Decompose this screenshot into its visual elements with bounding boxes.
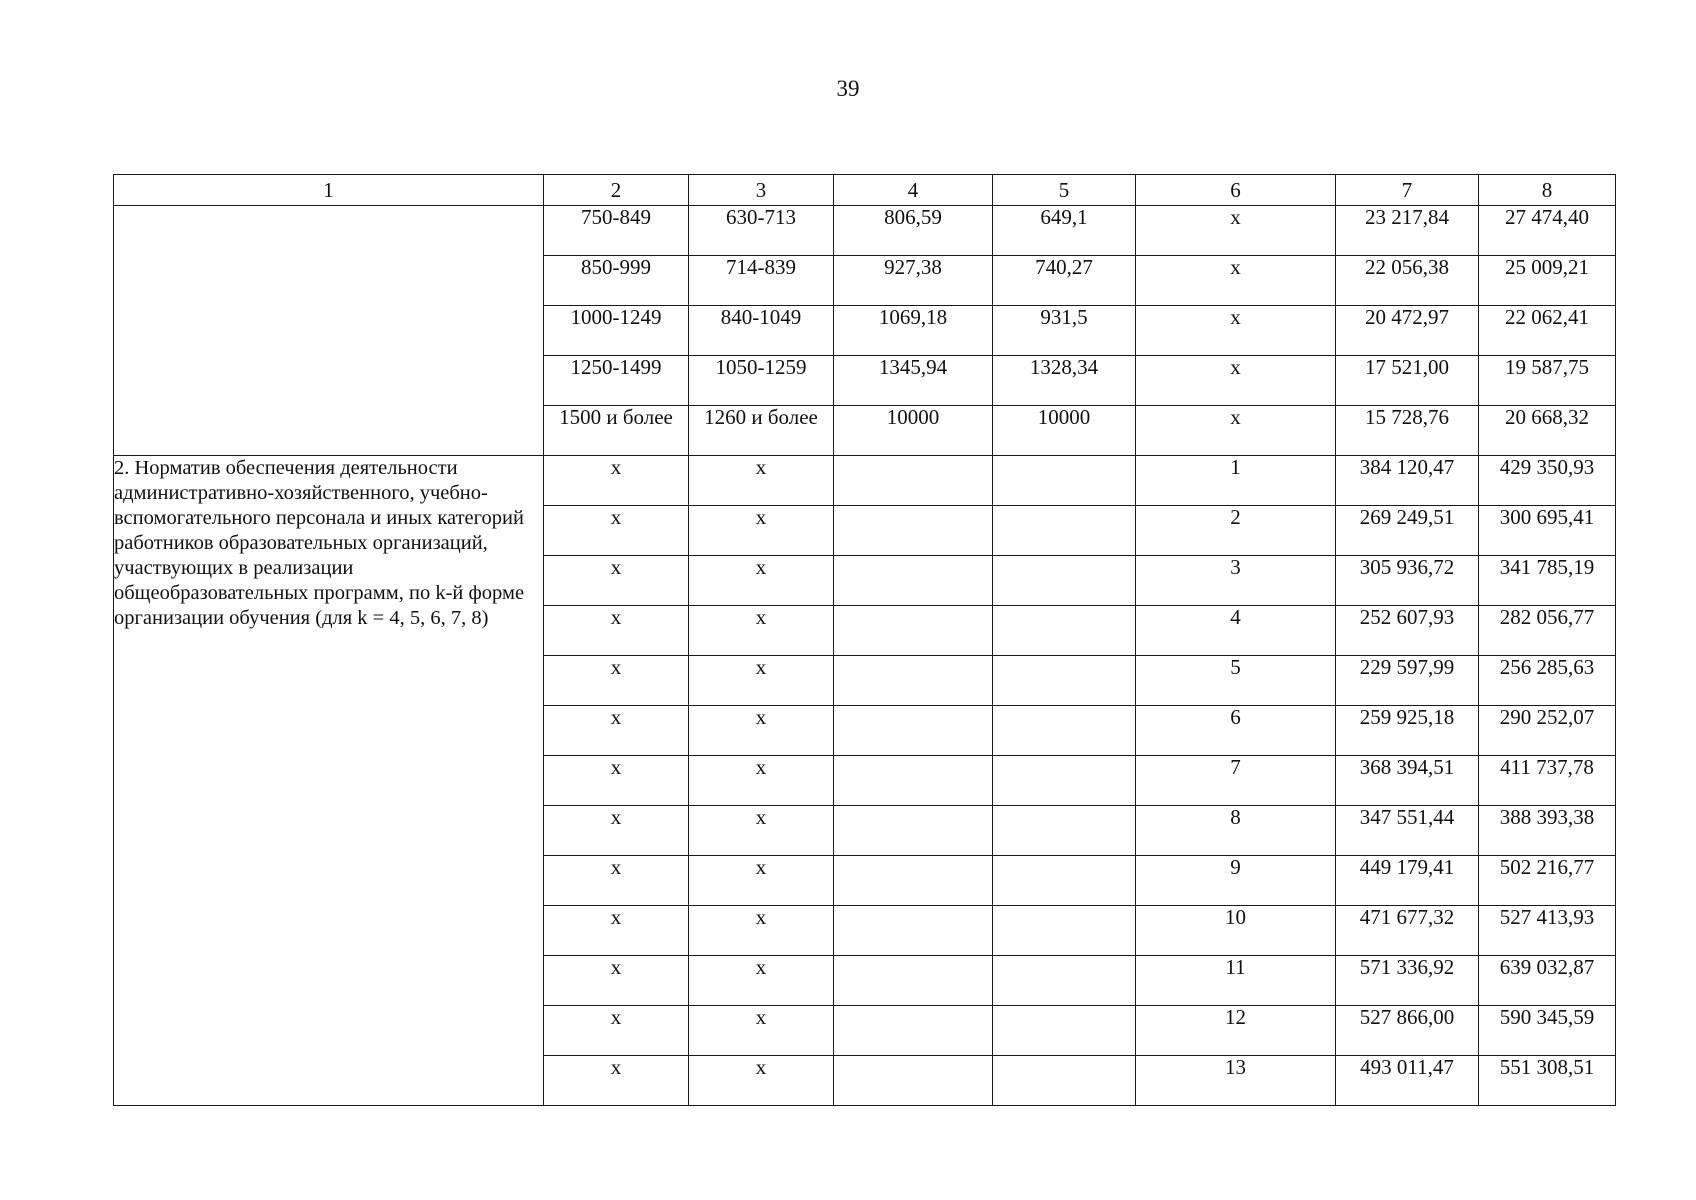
header-cell: 3	[689, 175, 834, 206]
table-row	[114, 206, 1616, 256]
cell-col-7: 305 936,72	[1336, 556, 1479, 606]
header-row	[114, 175, 1616, 206]
cell-col-2: x	[544, 506, 689, 556]
cell-col-6: 6	[1136, 706, 1336, 756]
cell-col-4	[834, 1006, 993, 1056]
header-cell: 8	[1479, 175, 1616, 206]
cell-col-2: x	[544, 606, 689, 656]
cell-col-5	[993, 606, 1136, 656]
cell-col-3: x	[689, 656, 834, 706]
cell-col-4	[834, 506, 993, 556]
cell-col-5	[993, 756, 1136, 806]
cell-col-8: 341 785,19	[1479, 556, 1616, 606]
cell-col-6: 1	[1136, 456, 1336, 506]
cell-col-4: 927,38	[834, 256, 993, 306]
page-number: 39	[836, 76, 860, 101]
cell-col-2: x	[544, 806, 689, 856]
cell-col-6: 5	[1136, 656, 1336, 706]
cell-col-8: 290 252,07	[1479, 706, 1616, 756]
cell-col-4	[834, 456, 993, 506]
header-cell: 2	[544, 175, 689, 206]
cell-col-8: 388 393,38	[1479, 806, 1616, 856]
cell-col-6: x	[1136, 406, 1336, 456]
cell-col-5	[993, 706, 1136, 756]
header-cell: 5	[993, 175, 1136, 206]
cell-col-7: 471 677,32	[1336, 906, 1479, 956]
cell-col-4	[834, 556, 993, 606]
cell-col-3: 714-839	[689, 256, 834, 306]
cell-col-8: 19 587,75	[1479, 356, 1616, 406]
cell-col-8: 20 668,32	[1479, 406, 1616, 456]
cell-col-7: 571 336,92	[1336, 956, 1479, 1006]
cell-col-5	[993, 956, 1136, 1006]
cell-col-7: 347 551,44	[1336, 806, 1479, 856]
cell-col-5: 931,5	[993, 306, 1136, 356]
cell-col-5	[993, 506, 1136, 556]
cell-col-6: 3	[1136, 556, 1336, 606]
cell-col-8: 256 285,63	[1479, 656, 1616, 706]
header-cell: 7	[1336, 175, 1479, 206]
cell-col-4	[834, 756, 993, 806]
cell-col-4	[834, 706, 993, 756]
cell-col-4	[834, 606, 993, 656]
header-cell: 6	[1136, 175, 1336, 206]
cell-col-3: x	[689, 556, 834, 606]
cell-col-7: 384 120,47	[1336, 456, 1479, 506]
cell-col-3: x	[689, 756, 834, 806]
cell-col-3: x	[689, 956, 834, 1006]
cell-col-2: x	[544, 1006, 689, 1056]
cell-col-5: 1328,34	[993, 356, 1136, 406]
cell-col-8: 527 413,93	[1479, 906, 1616, 956]
cell-col-7: 368 394,51	[1336, 756, 1479, 806]
cell-col-6: 9	[1136, 856, 1336, 906]
cell-col-3: x	[689, 856, 834, 906]
cell-col-2: x	[544, 656, 689, 706]
cell-col-6: x	[1136, 306, 1336, 356]
cell-col-3: 840-1049	[689, 306, 834, 356]
cell-col-4	[834, 1056, 993, 1106]
cell-col-8: 429 350,93	[1479, 456, 1616, 506]
cell-col-2: 1500 и более	[544, 406, 689, 456]
cell-col-2: 1000-1249	[544, 306, 689, 356]
cell-col-4: 806,59	[834, 206, 993, 256]
header-cell: 1	[114, 175, 544, 206]
cell-col-5	[993, 456, 1136, 506]
cell-col-4: 1069,18	[834, 306, 993, 356]
cell-col-7: 527 866,00	[1336, 1006, 1479, 1056]
cell-col-5: 649,1	[993, 206, 1136, 256]
table-row	[114, 456, 1616, 506]
cell-col-6: x	[1136, 256, 1336, 306]
cell-col-5	[993, 856, 1136, 906]
cell-col-4	[834, 906, 993, 956]
cell-col-8: 590 345,59	[1479, 1006, 1616, 1056]
cell-col-7: 22 056,38	[1336, 256, 1479, 306]
cell-col-7: 20 472,97	[1336, 306, 1479, 356]
cell-col-7: 449 179,41	[1336, 856, 1479, 906]
cell-col-7: 269 249,51	[1336, 506, 1479, 556]
cell-col-4: 1345,94	[834, 356, 993, 406]
cell-col-7: 229 597,99	[1336, 656, 1479, 706]
cell-col-6: x	[1136, 206, 1336, 256]
cell-col-7: 15 728,76	[1336, 406, 1479, 456]
cell-col-2: x	[544, 956, 689, 1006]
cell-col-6: 8	[1136, 806, 1336, 856]
cell-col-7: 252 607,93	[1336, 606, 1479, 656]
cell-col-4	[834, 656, 993, 706]
cell-col-3: x	[689, 506, 834, 556]
cell-col-5	[993, 1056, 1136, 1106]
cell-col-6: 11	[1136, 956, 1336, 1006]
row-group-label: 2. Норматив обеспечения деятельности административно-хозяйственного, учебно-вспомогательного персонала и иных категорий работников образовательных организаций, участвующих в реализации общеобразовательных программ, по k-й форме организации обучения (для k = 4, 5, 6, 7, 8)	[114, 456, 544, 1106]
cell-col-6: 10	[1136, 906, 1336, 956]
cell-col-2: 750-849	[544, 206, 689, 256]
cell-col-7: 23 217,84	[1336, 206, 1479, 256]
cell-col-8: 22 062,41	[1479, 306, 1616, 356]
row-group-label-blank	[114, 206, 544, 456]
cell-col-2: 850-999	[544, 256, 689, 306]
cell-col-2: 1250-1499	[544, 356, 689, 406]
cell-col-2: x	[544, 556, 689, 606]
cell-col-3: x	[689, 456, 834, 506]
cell-col-2: x	[544, 1056, 689, 1106]
cell-col-2: x	[544, 906, 689, 956]
cell-col-3: x	[689, 806, 834, 856]
cell-col-7: 259 925,18	[1336, 706, 1479, 756]
cell-col-8: 27 474,40	[1479, 206, 1616, 256]
cell-col-5: 10000	[993, 406, 1136, 456]
cell-col-5	[993, 556, 1136, 606]
cell-col-5	[993, 1006, 1136, 1056]
cell-col-6: 7	[1136, 756, 1336, 806]
cell-col-3: x	[689, 1056, 834, 1106]
cell-col-3: x	[689, 706, 834, 756]
cell-col-2: x	[544, 456, 689, 506]
cell-col-3: 1050-1259	[689, 356, 834, 406]
cell-col-8: 25 009,21	[1479, 256, 1616, 306]
cell-col-4	[834, 856, 993, 906]
cell-col-8: 411 737,78	[1479, 756, 1616, 806]
cell-col-6: 13	[1136, 1056, 1336, 1106]
cell-col-3: x	[689, 606, 834, 656]
cell-col-5: 740,27	[993, 256, 1136, 306]
cell-col-8: 282 056,77	[1479, 606, 1616, 656]
cell-col-6: 4	[1136, 606, 1336, 656]
norms-table	[113, 174, 1616, 1106]
cell-col-8: 639 032,87	[1479, 956, 1616, 1006]
cell-col-7: 493 011,47	[1336, 1056, 1479, 1106]
cell-col-8: 300 695,41	[1479, 506, 1616, 556]
cell-col-4	[834, 956, 993, 1006]
cell-col-6: 12	[1136, 1006, 1336, 1056]
cell-col-7: 17 521,00	[1336, 356, 1479, 406]
cell-col-6: x	[1136, 356, 1336, 406]
cell-col-4: 10000	[834, 406, 993, 456]
cell-col-3: x	[689, 906, 834, 956]
cell-col-2: x	[544, 756, 689, 806]
cell-col-8: 502 216,77	[1479, 856, 1616, 906]
cell-col-8: 551 308,51	[1479, 1056, 1616, 1106]
cell-col-5	[993, 906, 1136, 956]
cell-col-5	[993, 806, 1136, 856]
cell-col-3: 1260 и более	[689, 406, 834, 456]
cell-col-2: x	[544, 706, 689, 756]
header-cell: 4	[834, 175, 993, 206]
cell-col-2: x	[544, 856, 689, 906]
cell-col-6: 2	[1136, 506, 1336, 556]
cell-col-5	[993, 656, 1136, 706]
cell-col-3: x	[689, 1006, 834, 1056]
cell-col-4	[834, 806, 993, 856]
cell-col-3: 630-713	[689, 206, 834, 256]
